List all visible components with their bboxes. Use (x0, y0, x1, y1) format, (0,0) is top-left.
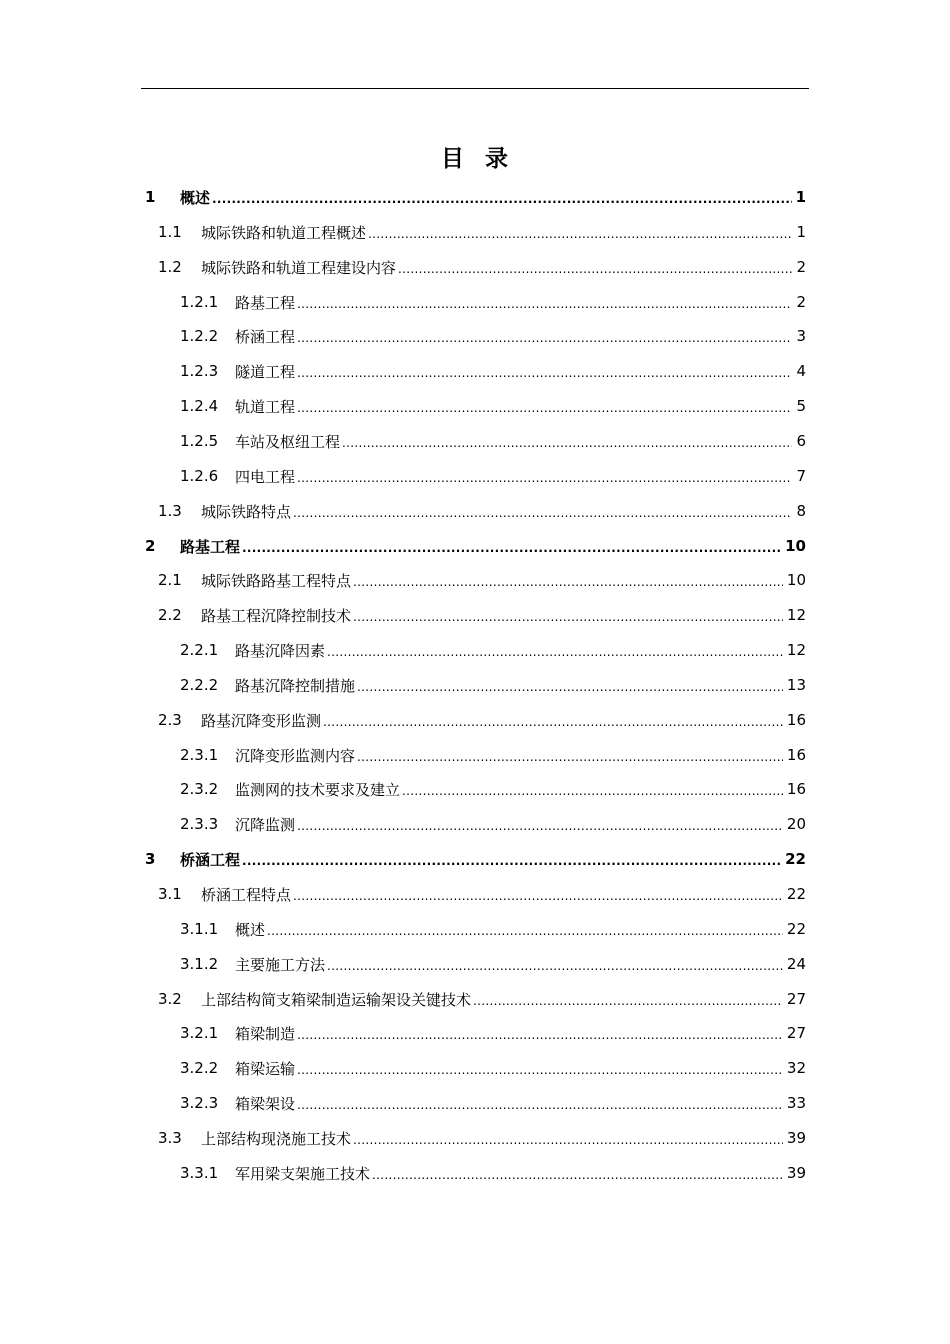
toc-title (0, 140, 950, 173)
toc-entry[interactable] (158, 705, 806, 735)
toc-entry-title: 监测网的技术要求及建立 (235, 780, 401, 799)
toc-entry-leader (398, 258, 792, 276)
toc-entry-leader (368, 223, 792, 241)
toc-entry-page: 4 (796, 362, 806, 380)
toc-entry[interactable] (180, 635, 806, 665)
header-rule (141, 88, 809, 89)
toc-entry-number: 1.1 (158, 223, 182, 241)
toc-entry-title: 隧道工程 (235, 362, 296, 381)
toc-entry-number: 1.2.5 (180, 432, 219, 450)
toc-entry-page: 16 (786, 780, 806, 798)
toc-entry-page: 6 (796, 432, 806, 450)
toc-entry-page: 16 (786, 746, 806, 764)
toc-entry[interactable] (145, 844, 806, 874)
toc-entry-number: 1.2 (158, 258, 182, 276)
toc-entry-leader (297, 1094, 783, 1112)
toc-entry-leader (342, 432, 792, 450)
toc-entry[interactable] (180, 774, 806, 804)
toc-entry-title: 桥涵工程 (235, 327, 296, 346)
toc-entry[interactable] (158, 217, 806, 247)
toc-entry-leader (327, 955, 783, 973)
toc-entry-number: 3.1.1 (180, 920, 219, 938)
toc-entry-leader (372, 1164, 783, 1182)
toc-entry-page: 24 (786, 955, 806, 973)
toc-entry-leader (242, 850, 781, 868)
toc-entry-title: 城际铁路特点 (201, 502, 292, 521)
toc-entry-leader (402, 780, 783, 798)
toc-entry-page: 22 (786, 885, 806, 903)
toc-entry-leader (267, 920, 783, 938)
toc-entry[interactable] (180, 1158, 806, 1188)
toc-entry-page: 27 (786, 990, 806, 1008)
toc-entry[interactable] (180, 670, 806, 700)
toc-entry[interactable] (158, 879, 806, 909)
toc-entry[interactable] (180, 287, 806, 317)
toc-entry[interactable] (158, 1123, 806, 1153)
toc-entry[interactable] (180, 949, 806, 979)
toc-entry-title: 概述 (235, 920, 266, 939)
toc-entry-title: 箱梁架设 (235, 1094, 296, 1113)
toc-entry-number: 2.3.3 (180, 815, 219, 833)
toc-entry-number: 3.1.2 (180, 955, 219, 973)
toc-entry-leader (242, 537, 781, 555)
toc-entry-leader (353, 606, 783, 624)
toc-entry-number: 3.2 (158, 990, 182, 1008)
toc-entry-leader (297, 397, 792, 415)
toc-entry-number: 1.2.6 (180, 467, 219, 485)
toc-entry[interactable] (180, 1018, 806, 1048)
toc-entry-page: 39 (786, 1129, 806, 1147)
toc-entry-leader (473, 990, 783, 1008)
toc-entry-leader (297, 362, 792, 380)
toc-entry[interactable] (145, 531, 806, 561)
toc-entry-page: 39 (786, 1164, 806, 1182)
toc-entry[interactable] (158, 252, 806, 282)
toc-entry-page: 7 (796, 467, 806, 485)
toc-entry-number: 1.3 (158, 502, 182, 520)
toc-entry-title: 概述 (180, 188, 211, 207)
toc-entry-title: 路基工程沉降控制技术 (201, 606, 352, 625)
toc-entry-leader (297, 293, 792, 311)
toc-entry-title: 沉降变形监测内容 (235, 746, 356, 765)
toc-entry[interactable] (180, 356, 806, 386)
toc-entry-number: 2.3.1 (180, 746, 219, 764)
toc-entry-number: 2 (145, 537, 156, 555)
toc-entry-page: 32 (786, 1059, 806, 1077)
toc-entry-page: 3 (796, 327, 806, 345)
toc-entry[interactable] (158, 565, 806, 595)
toc-entry[interactable] (180, 426, 806, 456)
toc-entry-page: 2 (796, 293, 806, 311)
toc-entry-number: 1.2.4 (180, 397, 219, 415)
toc-entry[interactable] (180, 914, 806, 944)
toc-entry-title: 路基工程 (235, 293, 296, 312)
toc-entry-leader (357, 676, 783, 694)
toc-entry-leader (297, 1024, 783, 1042)
toc-entry-number: 1.2.3 (180, 362, 219, 380)
toc-entry-number: 3.2.2 (180, 1059, 219, 1077)
toc-entry[interactable] (180, 1088, 806, 1118)
toc-entry-title: 城际铁路和轨道工程概述 (201, 223, 367, 242)
toc-entry-number: 3.3 (158, 1129, 182, 1147)
toc-entry-number: 2.2 (158, 606, 182, 624)
toc-entry-page: 22 (785, 850, 806, 868)
toc-entry-leader (357, 746, 783, 764)
toc-entry-title: 上部结构现浇施工技术 (201, 1129, 352, 1148)
toc-entry[interactable] (145, 182, 806, 212)
toc-entry-number: 2.3 (158, 711, 182, 729)
toc-entry-leader (353, 571, 783, 589)
toc-entry[interactable] (180, 809, 806, 839)
toc-entry[interactable] (158, 600, 806, 630)
toc-entry-number: 1.2.2 (180, 327, 219, 345)
toc-entry-title: 上部结构简支箱梁制造运输架设关键技术 (201, 990, 472, 1009)
toc-entry-title: 路基工程 (180, 537, 241, 556)
toc-entry-title: 军用梁支架施工技术 (235, 1164, 371, 1183)
toc-entry-number: 2.1 (158, 571, 182, 589)
toc-entry-leader (327, 641, 783, 659)
toc-entry-page: 13 (786, 676, 806, 694)
toc-entry-leader (297, 1059, 783, 1077)
toc-title-char-1: 目 (441, 145, 465, 172)
toc-entry-number: 2.2.1 (180, 641, 219, 659)
toc-entry[interactable] (180, 740, 806, 770)
toc-entry-page: 12 (786, 606, 806, 624)
toc-entry-leader (293, 502, 792, 520)
toc-entry-leader (323, 711, 783, 729)
toc-entry-title: 沉降监测 (235, 815, 296, 834)
toc-entry[interactable] (158, 496, 806, 526)
toc-entry-number: 3.2.3 (180, 1094, 219, 1112)
toc-entry-title: 路基沉降控制措施 (235, 676, 356, 695)
toc-entry-number: 2.3.2 (180, 780, 219, 798)
toc-entry-title: 箱梁制造 (235, 1024, 296, 1043)
toc-entry-page: 2 (796, 258, 806, 276)
toc-entry-number: 3 (145, 850, 156, 868)
toc-entry-page: 33 (786, 1094, 806, 1112)
toc-entry-leader (212, 188, 792, 206)
toc-entry-page: 10 (786, 571, 806, 589)
toc-entry-title: 路基沉降变形监测 (201, 711, 322, 730)
toc-entry-page: 10 (785, 537, 806, 555)
toc-entry-title: 桥涵工程特点 (201, 885, 292, 904)
toc-entry-leader (293, 885, 783, 903)
toc-entry-title: 四电工程 (235, 467, 296, 486)
toc-entry-number: 3.2.1 (180, 1024, 219, 1042)
toc-title-char-2: 录 (485, 145, 509, 172)
toc-entry[interactable] (180, 1053, 806, 1083)
toc-entry-number: 2.2.2 (180, 676, 219, 694)
toc-entry-number: 1 (145, 188, 156, 206)
toc-entry-title: 路基沉降因素 (235, 641, 326, 660)
toc-entry-leader (353, 1129, 783, 1147)
toc-entry-title: 轨道工程 (235, 397, 296, 416)
toc-entry-title: 箱梁运输 (235, 1059, 296, 1078)
toc-entry-page: 22 (786, 920, 806, 938)
toc-entry-leader (297, 467, 792, 485)
toc-entry[interactable] (180, 391, 806, 421)
toc-entry[interactable] (180, 461, 806, 491)
toc-entry-page: 1 (795, 188, 806, 206)
toc-entry-page: 27 (786, 1024, 806, 1042)
toc-entry-title: 桥涵工程 (180, 850, 241, 869)
toc-entry-leader (297, 815, 783, 833)
toc-entry[interactable] (180, 321, 806, 351)
toc-entry-number: 3.3.1 (180, 1164, 219, 1182)
toc-entry-title: 城际铁路路基工程特点 (201, 571, 352, 590)
toc-entry-title: 主要施工方法 (235, 955, 326, 974)
toc-entry-page: 20 (786, 815, 806, 833)
toc-entry-number: 3.1 (158, 885, 182, 903)
toc-entry[interactable] (158, 984, 806, 1014)
toc-entry-page: 1 (796, 223, 806, 241)
toc-entry-leader (297, 327, 792, 345)
toc-entry-page: 16 (786, 711, 806, 729)
toc-entry-title: 城际铁路和轨道工程建设内容 (201, 258, 397, 277)
toc-entry-number: 1.2.1 (180, 293, 219, 311)
toc-entry-page: 8 (796, 502, 806, 520)
toc-entry-title: 车站及枢纽工程 (235, 432, 341, 451)
toc-entry-page: 12 (786, 641, 806, 659)
toc-entry-page: 5 (796, 397, 806, 415)
